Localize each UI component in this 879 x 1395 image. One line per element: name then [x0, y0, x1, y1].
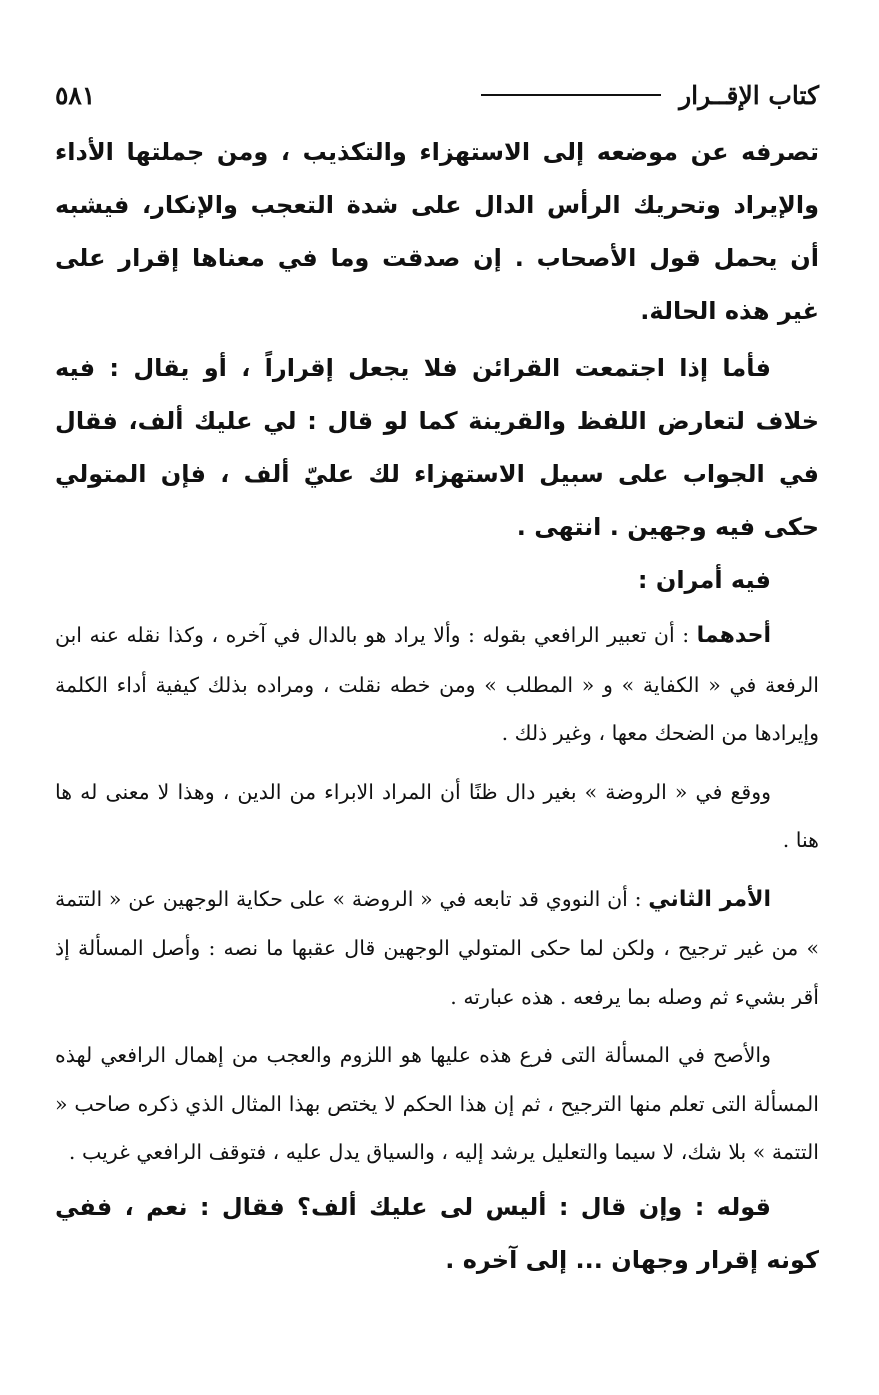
paragraph-4-lead: أحدهما: [696, 623, 771, 648]
paragraph-6-text: : أن النووي قد تابعه في « الروضة » على حكاية الوجهين عن « التتمة » من غير ترجيح ، ولكن لما حكى المتولي الوجهين قال عقبها ما نصه : وأصل المسألة إذ أقر بشيء ثم وصله بما يرفعه . هذه عبارته .: [55, 886, 819, 1009]
running-title: كتاب الإقــرار: [679, 80, 819, 110]
book-page: [55, 70, 819, 1287]
paragraph-1: تصرفه عن موضعه إلى الاستهزاء والتكذيب ، ومن جملتها الأداء والإيراد وتحريك الرأس الدال على شدة التعجب والإنكار، فيشبه أن يحمل قول الأصحاب . إن صدقت وما في معناها إقرار على غير هذه الحالة.: [55, 138, 819, 325]
paragraph-6-lead: الأمر الثاني: [648, 886, 771, 912]
page-header: [55, 70, 819, 120]
page-number: ٥٨١: [55, 80, 96, 110]
paragraph-3-heading: فيه أمران :: [637, 566, 771, 594]
paragraph-5: ووقع في « الروضة » بغير دال ظنًا أن المراد الابراء من الدين ، وهذا لا معنى له ها هنا .: [55, 779, 819, 852]
paragraph-8: قوله : وإن قال : أليس لى عليك ألف؟ فقال : نعم ، ففي كونه إقرار وجهان ... إلى آخره .: [55, 1192, 819, 1274]
paragraph-6: [55, 875, 819, 1022]
paragraph-4-text: : أن تعبير الرافعي بقوله : وألا يراد هو بالدال في آخره ، وكذا نقله عنه ابن الرفعة في « الكفاية » و « المطلب » ومن خطه نقلت ، ومراده بذلك كيفية أداء الكلمة وإيرادها من الضحك معها ، وغير ذلك .: [55, 623, 819, 745]
paragraph-2: فأما إذا اجتمعت القرائن فلا يجعل إقراراً ، أو يقال : فيه خلاف لتعارض اللفظ والقرينة كما لو قال : لي عليك ألف، فقال في الجواب على سبيل الاستهزاء لك عليّ ألف ، فإن المتولي حكى فيه وجهين . انتهى .: [55, 354, 819, 541]
paragraph-4: [55, 611, 819, 758]
header-rule: [481, 94, 661, 96]
paragraph-7: والأصح في المسألة التى فرع هذه عليها هو اللزوم والعجب من إهمال الرافعي لهذه المسألة التى تعلم منها الترجيح ، ثم إن هذا الحكم لا يختص بهذا المثال الذي ذكره صاحب « التتمة » بلا شك، لا سيما والتعليل يرشد إليه ، والسياق يدل عليه ، فتوقف الرافعي غريب .: [55, 1043, 819, 1164]
